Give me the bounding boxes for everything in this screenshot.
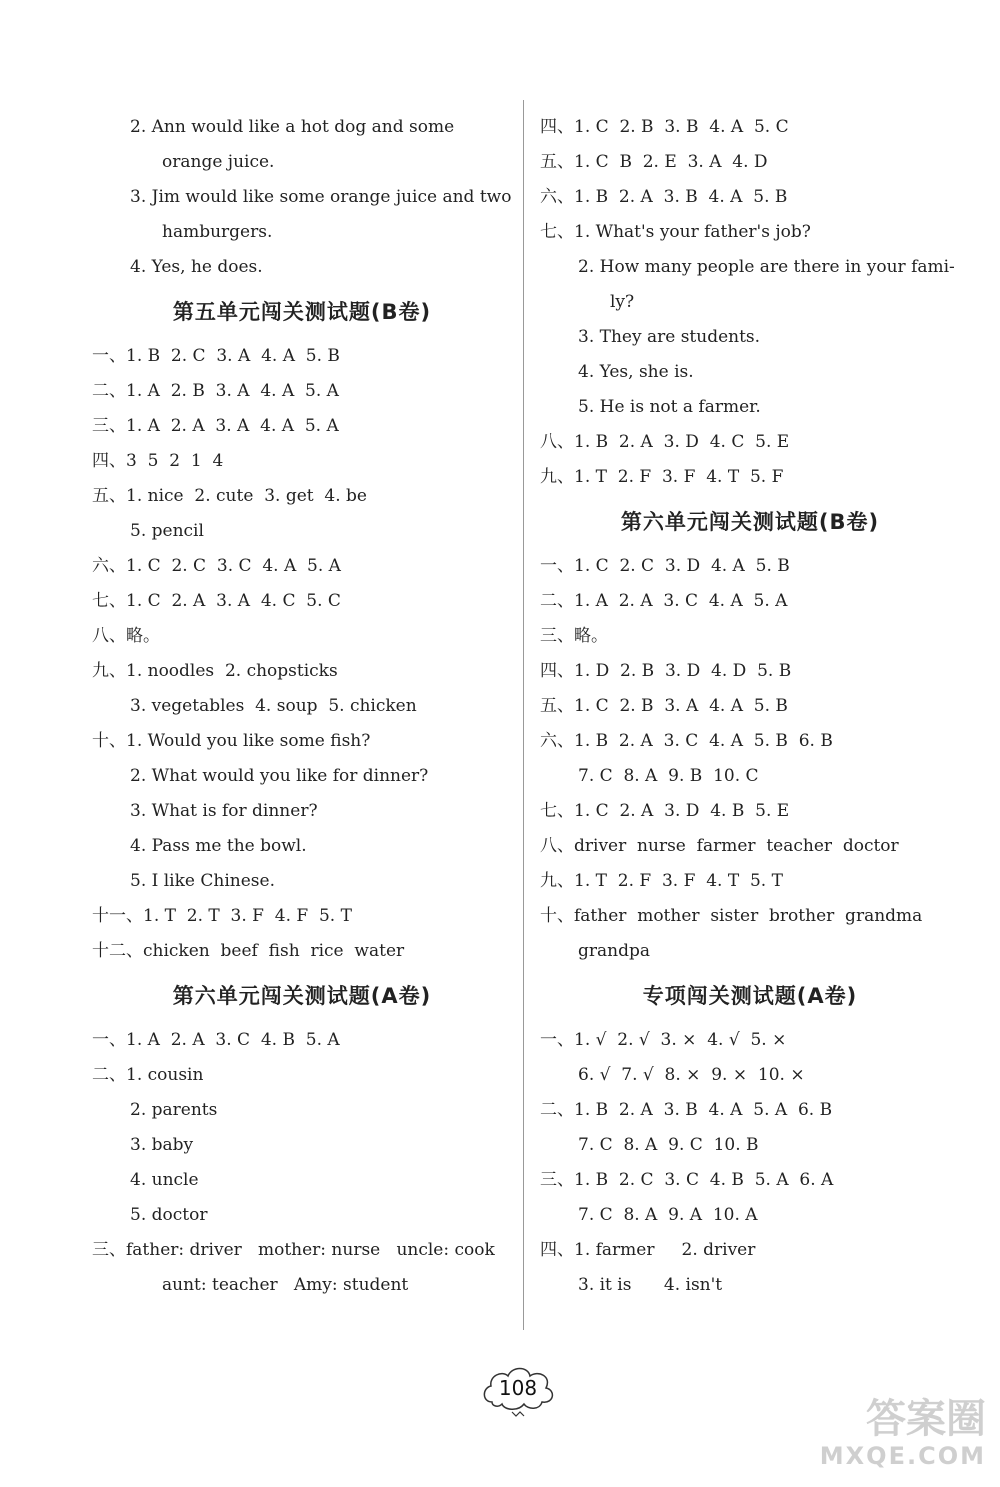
answer-line: 二、1. A 2. A 3. C 4. A 5. A bbox=[540, 591, 788, 611]
answer-line: 四、1. C 2. B 3. B 4. A 5. C bbox=[540, 117, 789, 137]
answer-line: 十一、1. T 2. T 3. F 4. F 5. T bbox=[92, 906, 352, 926]
answer-line: 5. I like Chinese. bbox=[130, 871, 275, 891]
column-divider bbox=[523, 100, 524, 1330]
section-heading: 第六单元闯关测试题(B卷) bbox=[620, 510, 880, 534]
answer-line: 3. Jim would like some orange juice and two bbox=[130, 187, 512, 207]
answer-line: orange juice. bbox=[162, 152, 275, 172]
answer-line: 三、1. A 2. A 3. A 4. A 5. A bbox=[92, 416, 339, 436]
section-heading: 专项闯关测试题(A卷) bbox=[642, 984, 858, 1008]
answer-line: 2. Ann would like a hot dog and some bbox=[130, 117, 455, 137]
answer-line: 2. parents bbox=[130, 1100, 218, 1120]
answer-line: 7. C 8. A 9. C 10. B bbox=[578, 1135, 759, 1155]
answer-line: 7. C 8. A 9. A 10. A bbox=[578, 1205, 758, 1225]
answer-line: 二、1. B 2. A 3. B 4. A 5. A 6. B bbox=[540, 1100, 833, 1120]
section-heading: 第五单元闯关测试题(B卷) bbox=[172, 300, 432, 324]
answer-line: 3. What is for dinner? bbox=[130, 801, 318, 821]
answer-line: 六、1. C 2. C 3. C 4. A 5. A bbox=[92, 556, 341, 576]
answer-line: 六、1. B 2. A 3. C 4. A 5. B 6. B bbox=[540, 731, 833, 751]
answer-line: 二、1. A 2. B 3. A 4. A 5. A bbox=[92, 381, 339, 401]
answer-line: 七、1. C 2. A 3. D 4. B 5. E bbox=[540, 801, 790, 821]
answer-line: 九、1. T 2. F 3. F 4. T 5. T bbox=[540, 871, 783, 891]
answer-line: 五、1. nice 2. cute 3. get 4. be bbox=[92, 486, 367, 506]
answer-line: 十、1. Would you like some fish? bbox=[92, 731, 371, 751]
answer-line: 一、1. C 2. C 3. D 4. A 5. B bbox=[540, 556, 790, 576]
answer-line: 八、driver nurse farmer teacher doctor bbox=[540, 836, 899, 856]
page-number-text: 108 bbox=[498, 1376, 538, 1400]
answer-line: 3. it is 4. isn't bbox=[578, 1275, 723, 1295]
answer-line: 八、1. B 2. A 3. D 4. C 5. E bbox=[540, 432, 790, 452]
answer-line: 四、1. D 2. B 3. D 4. D 5. B bbox=[540, 661, 792, 681]
page-number bbox=[478, 1362, 558, 1414]
answer-line: 7. C 8. A 9. B 10. C bbox=[578, 766, 759, 786]
answer-line: 4. uncle bbox=[130, 1170, 199, 1190]
answer-line: 5. He is not a farmer. bbox=[578, 397, 761, 417]
answer-line: 五、1. C B 2. E 3. A 4. D bbox=[540, 152, 768, 172]
answer-line: 5. doctor bbox=[130, 1205, 208, 1225]
answer-line: 6. √ 7. √ 8. × 9. × 10. × bbox=[578, 1065, 805, 1085]
answer-line: 九、1. T 2. F 3. F 4. T 5. F bbox=[540, 467, 784, 487]
answer-line: 七、1. C 2. A 3. A 4. C 5. C bbox=[92, 591, 341, 611]
answer-line: 十二、chicken beef fish rice water bbox=[92, 941, 405, 961]
answer-line: hamburgers. bbox=[162, 222, 273, 242]
answer-line: 一、1. √ 2. √ 3. × 4. √ 5. × bbox=[540, 1030, 787, 1050]
watermark-url: MXQE.COM bbox=[819, 1442, 986, 1470]
answer-line: ly? bbox=[610, 292, 635, 312]
answer-line: 三、father: driver mother: nurse uncle: cook bbox=[92, 1240, 495, 1260]
answer-line: 九、1. noodles 2. chopsticks bbox=[92, 661, 338, 681]
answer-line: 3. They are students. bbox=[578, 327, 761, 347]
right-column bbox=[540, 110, 960, 1303]
left-column bbox=[92, 110, 512, 1303]
answer-line: 八、略。 bbox=[92, 626, 160, 646]
answer-line: 一、1. B 2. C 3. A 4. A 5. B bbox=[92, 346, 340, 366]
answer-line: 二、1. cousin bbox=[92, 1065, 204, 1085]
watermark-logo-text: 答案圈 bbox=[866, 1396, 986, 1442]
answer-line: aunt: teacher Amy: student bbox=[162, 1275, 409, 1295]
answer-line: 四、3 5 2 1 4 bbox=[92, 451, 224, 471]
answer-line: 六、1. B 2. A 3. B 4. A 5. B bbox=[540, 187, 788, 207]
answer-line: 3. baby bbox=[130, 1135, 194, 1155]
answer-line: 4. Yes, she is. bbox=[578, 362, 694, 382]
answer-line: 2. What would you like for dinner? bbox=[130, 766, 429, 786]
answer-line: 四、1. farmer 2. driver bbox=[540, 1240, 756, 1260]
answer-line: 五、1. C 2. B 3. A 4. A 5. B bbox=[540, 696, 788, 716]
answer-line: 3. vegetables 4. soup 5. chicken bbox=[130, 696, 417, 716]
answer-line: grandpa bbox=[578, 941, 650, 961]
watermark bbox=[686, 1397, 986, 1477]
section-heading: 第六单元闯关测试题(A卷) bbox=[172, 984, 432, 1008]
answer-line: 十、father mother sister brother grandma bbox=[540, 906, 923, 926]
answer-line: 三、略。 bbox=[540, 626, 608, 646]
answer-line: 2. How many people are there in your fami- bbox=[578, 257, 955, 277]
answer-line: 一、1. A 2. A 3. C 4. B 5. A bbox=[92, 1030, 340, 1050]
answer-line: 4. Yes, he does. bbox=[130, 257, 263, 277]
answer-line: 4. Pass me the bowl. bbox=[130, 836, 307, 856]
answer-line: 5. pencil bbox=[130, 521, 204, 541]
answer-line: 七、1. What's your father's job? bbox=[540, 222, 811, 242]
answer-line: 三、1. B 2. C 3. C 4. B 5. A 6. A bbox=[540, 1170, 834, 1190]
